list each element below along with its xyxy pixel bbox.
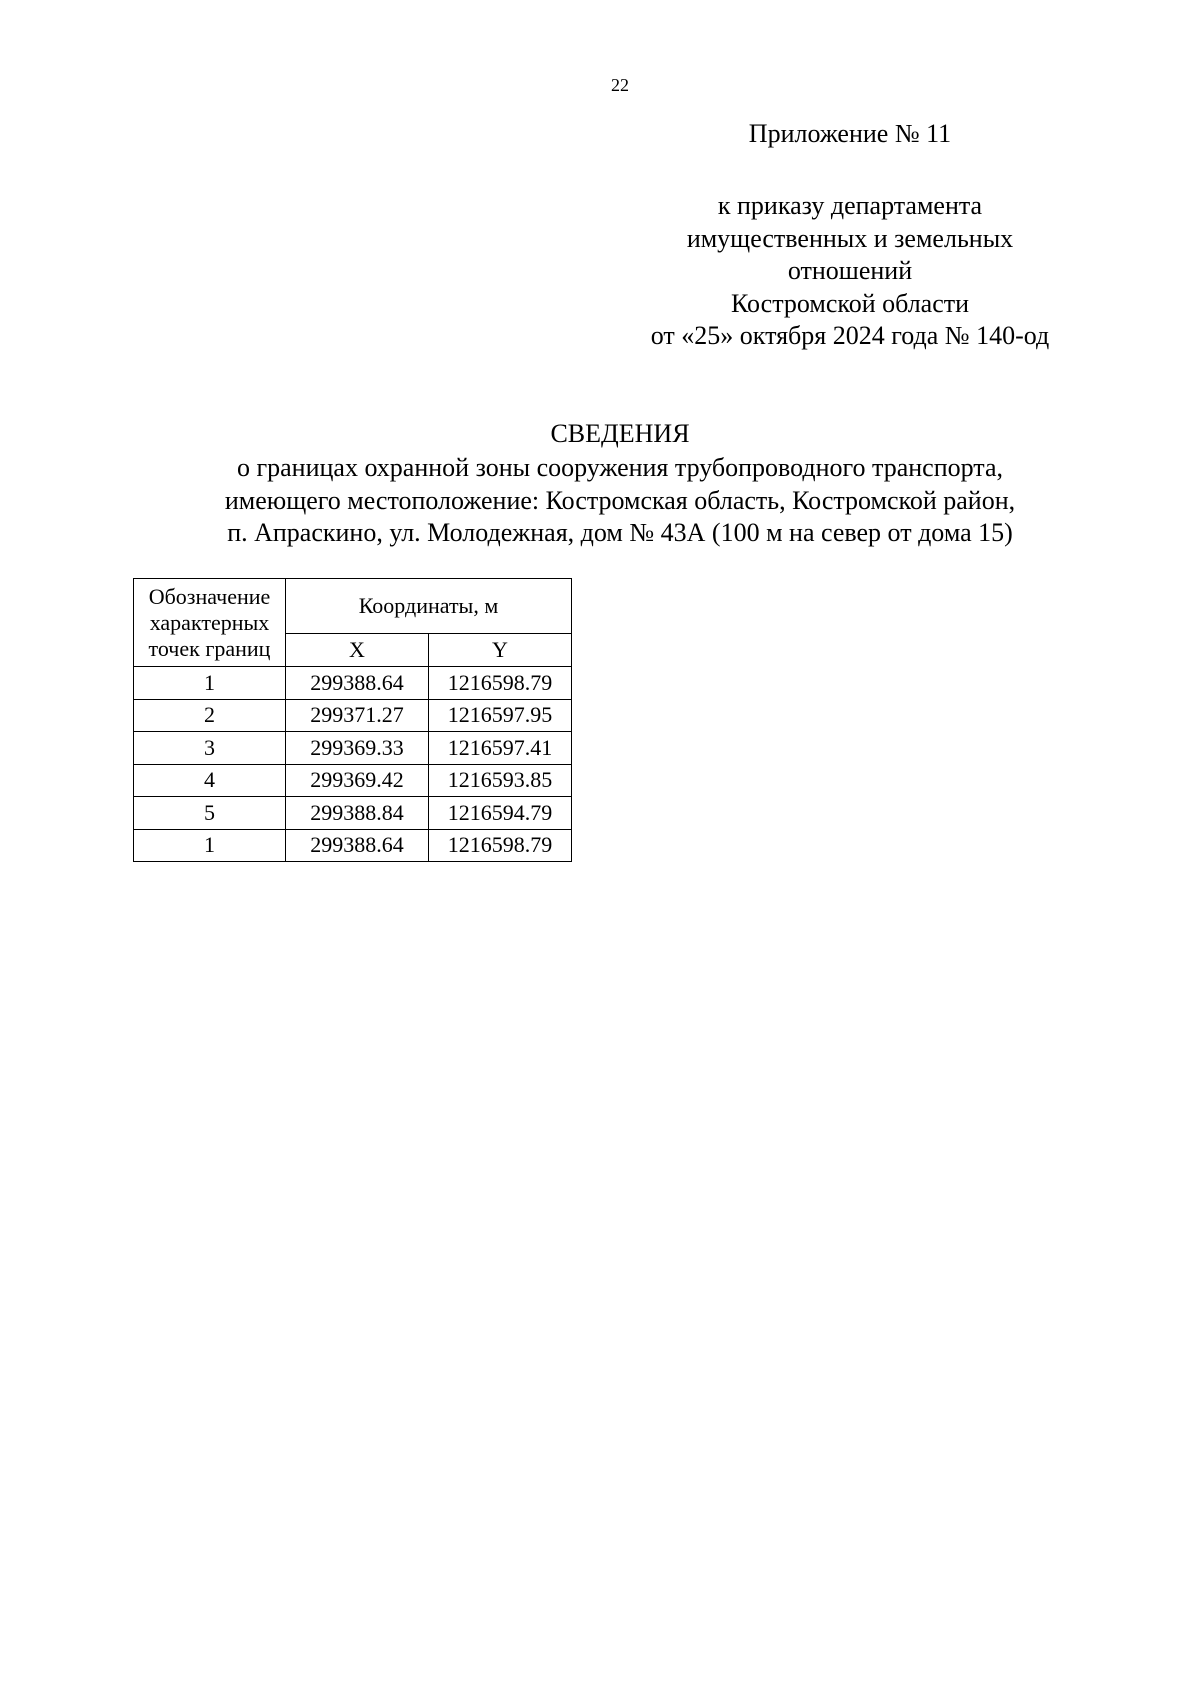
x-cell: 299371.27 (286, 699, 429, 732)
x-cell: 299388.84 (286, 797, 429, 830)
table-row (134, 829, 572, 862)
table-row (134, 667, 572, 700)
point-cell: 2 (134, 699, 286, 732)
appendix-title: Приложение № 11 (748, 119, 952, 148)
page-number: 22 (611, 75, 629, 95)
table-row (134, 732, 572, 765)
table-row (134, 699, 572, 732)
y-cell: 1216593.85 (429, 764, 572, 797)
order-reference (560, 190, 1140, 353)
y-header-cell: Y (429, 634, 572, 667)
order-reference-line: Костромской области (730, 288, 970, 318)
point-header-cell (134, 579, 286, 667)
coordinates-header-cell: Координаты, м (286, 579, 572, 634)
x-header-cell: X (286, 634, 429, 667)
table-row (134, 797, 572, 830)
y-cell: 1216598.79 (429, 829, 572, 862)
document-heading: СВЕДЕНИЯ (550, 419, 690, 448)
x-cell: 299369.33 (286, 732, 429, 765)
y-cell: 1216597.95 (429, 699, 572, 732)
subheading-line: имеющего местоположение: Костромская область, Костромской район, (224, 485, 1016, 515)
point-cell: 4 (134, 764, 286, 797)
x-cell: 299388.64 (286, 667, 429, 700)
order-reference-line: от «25» октября 2024 года № 140-од (650, 321, 1050, 350)
table-row (134, 764, 572, 797)
subheading-line: о границах охранной зоны сооружения трубопроводного транспорта, (236, 453, 1004, 482)
point-cell: 1 (134, 829, 286, 862)
point-cell: 3 (134, 732, 286, 765)
subheading-line: п. Апраскино, ул. Молодежная, дом № 43А (100 м на север от дома 15) (227, 518, 1013, 547)
point-header-line: точек границ (148, 635, 271, 661)
order-reference-line: отношений (787, 256, 913, 285)
coordinates-table (133, 578, 572, 862)
point-header-line: характерных (149, 609, 270, 635)
order-reference-line: к приказу департамента (717, 191, 983, 220)
x-cell: 299369.42 (286, 764, 429, 797)
order-reference-line: имущественных и земельных (686, 223, 1014, 253)
point-cell: 1 (134, 667, 286, 700)
y-cell: 1216598.79 (429, 667, 572, 700)
document-subheading (100, 452, 1140, 550)
point-cell: 5 (134, 797, 286, 830)
y-cell: 1216594.79 (429, 797, 572, 830)
y-cell: 1216597.41 (429, 732, 572, 765)
point-header-line: Обозначение (148, 583, 271, 609)
table-header-row (134, 579, 572, 634)
x-cell: 299388.64 (286, 829, 429, 862)
